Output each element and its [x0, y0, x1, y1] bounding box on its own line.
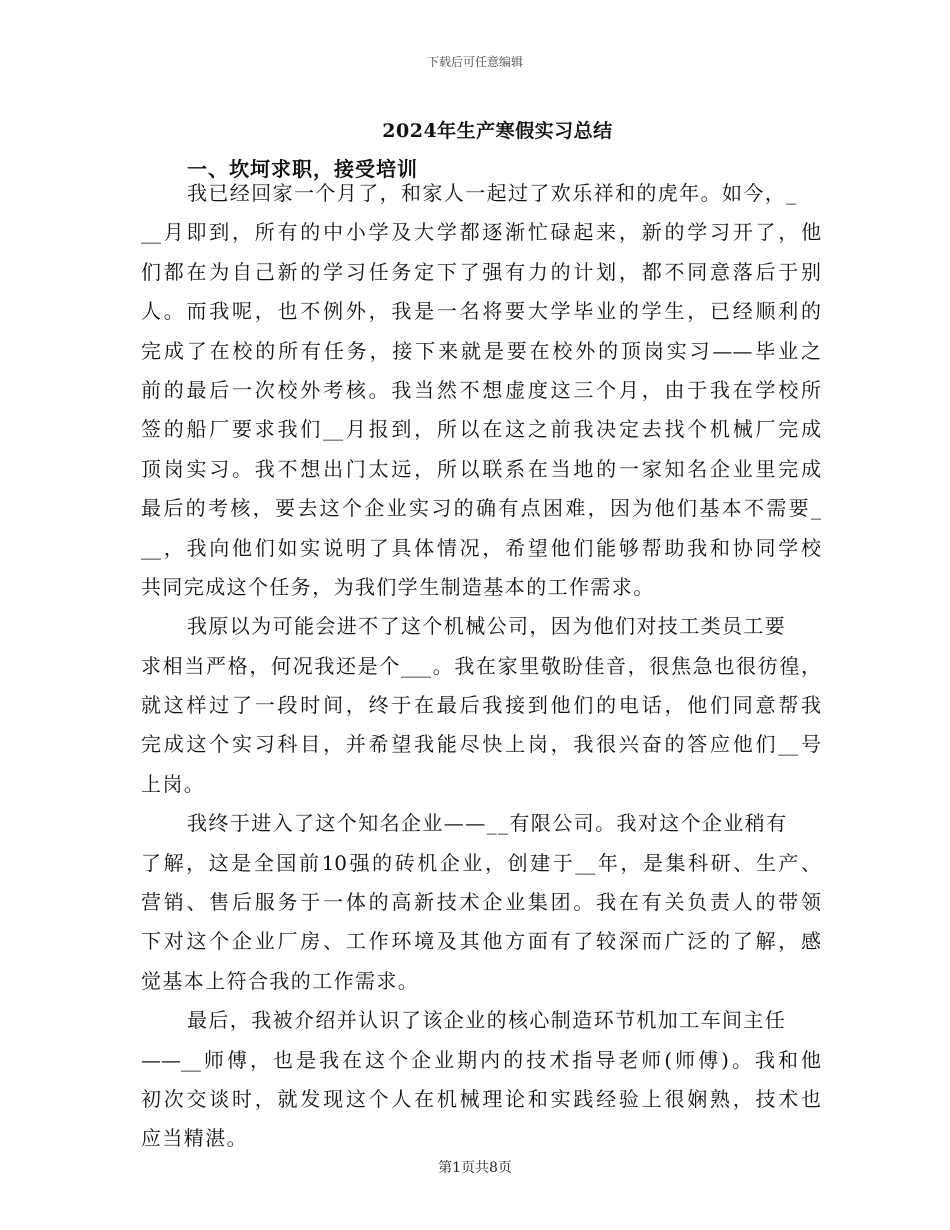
text-line: 我原以为可能会进不了这个机械公司，因为他们对技工类员工要 [187, 614, 787, 639]
page-footer: 第1页共8页 [438, 1160, 512, 1176]
paragraph [141, 1001, 821, 1159]
page-header: 下载后可任意编辑 [426, 55, 523, 69]
text-line: 应当精湛。 [141, 1126, 248, 1151]
text-line: __月即到，所有的中小学及大学都逐渐忙碌起来，新的学习开了，他 [141, 220, 821, 245]
section-heading: 一、坎坷求职，接受培训 [187, 157, 418, 181]
text-line: 初次交谈时，就发现这个人在机械理论和实践经验上很娴熟，技术也 [141, 1086, 821, 1111]
paragraph [141, 607, 821, 804]
text-line: __，我向他们如实说明了具体情况，希望他们能够帮助我和协同学校 [141, 535, 821, 560]
text-line: 共同完成这个任务，为我们学生制造基本的工作需求。 [141, 574, 655, 599]
text-line: 人。而我呢，也不例外，我是一名将要大学毕业的学生，已经顺利的 [141, 299, 821, 324]
text-line: 上岗。 [141, 771, 206, 796]
text-line: 营销、售后服务于一体的高新技术企业集团。我在有关负责人的带领 [141, 890, 821, 915]
text-line: 我已经回家一个月了，和家人一起过了欢乐祥和的虎年。如今，_ [187, 181, 798, 205]
text-line: 签的船厂要求我们__月报到，所以在这之前我决定去找个机械厂完成 [141, 417, 821, 442]
text-line: 顶岗实习。我不想出门太远，所以联系在当地的一家知名企业里完成 [141, 456, 821, 481]
text-line: 完成了在校的所有任务，接下来就是要在校外的顶岗实习——毕业之 [141, 338, 821, 363]
text-line: 们都在为自己新的学习任务定下了强有力的计划，都不同意落后于别 [141, 259, 821, 284]
text-line: 最后的考核，要去这个企业实习的确有点困难，因为他们基本不需要_ [141, 496, 821, 521]
text-line: 前的最后一次校外考核。我当然不想虚度这三个月，由于我在学校所 [141, 377, 821, 402]
text-line: 下对这个企业厂房、工作环境及其他方面有了较深而广泛的了解，感 [141, 929, 821, 954]
document-title: 2024年生产寒假实习总结 [382, 120, 613, 142]
text-line: 觉基本上符合我的工作需求。 [141, 968, 420, 993]
paragraph [141, 174, 821, 607]
paragraph [141, 804, 821, 1001]
text-line: 求相当严格，何况我还是个___。我在家里敬盼佳音，很焦急也很彷徨， [141, 653, 821, 678]
text-line: 就这样过了一段时间，终于在最后我接到他们的电话，他们同意帮我 [141, 693, 821, 718]
text-line: 了解，这是全国前10强的砖机企业，创建于__年，是集科研、生产、 [141, 850, 821, 875]
document-body [141, 174, 821, 1159]
text-line: 完成这个实习科目，并希望我能尽快上岗，我很兴奋的答应他们__号 [141, 732, 821, 757]
text-line: 我终于进入了这个知名企业——__有限公司。我对这个企业稍有 [187, 811, 788, 836]
text-line: 最后，我被介绍并认识了该企业的核心制造环节机加工车间主任 [187, 1008, 787, 1033]
text-line: ——__师傅，也是我在这个企业期内的技术指导老师(师傅)。我和他 [141, 1047, 821, 1072]
